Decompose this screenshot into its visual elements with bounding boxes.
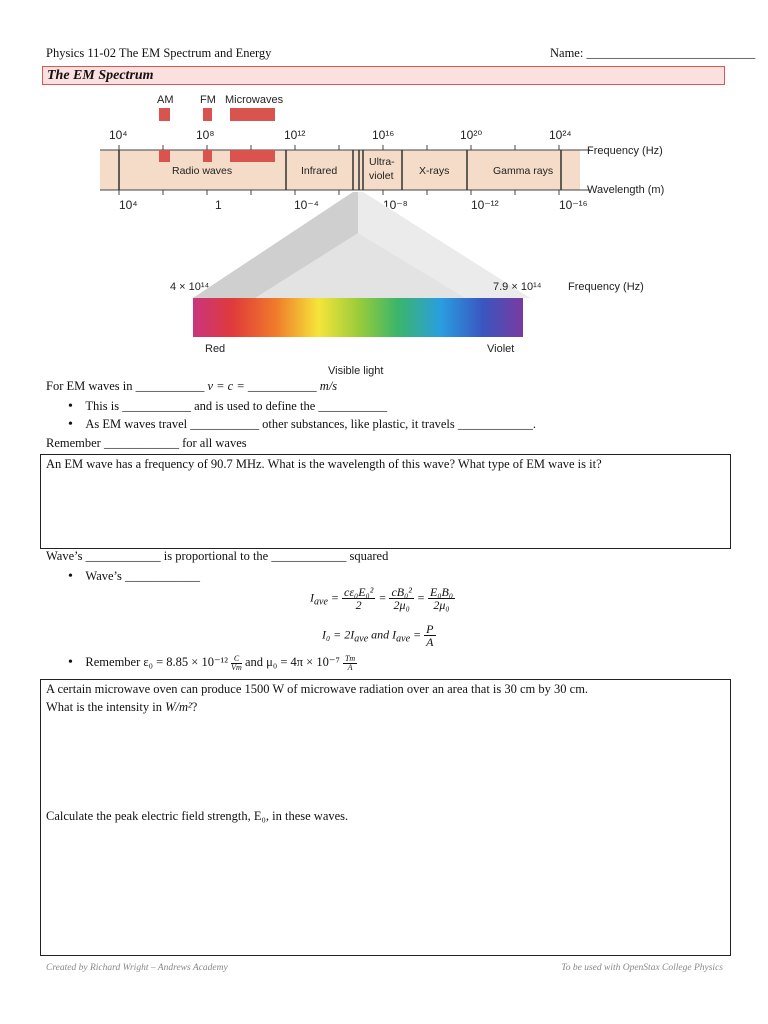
section-title: The EM Spectrum: [47, 68, 154, 83]
freq-tick: 10⁴: [109, 128, 128, 142]
ultraviolet-label-2: violet: [369, 170, 394, 182]
name-field-label: Name: ___________________________: [550, 46, 756, 60]
question-3: Calculate the peak electric field strength, E₀, in these waves.: [46, 809, 349, 823]
wavelength-tick: 10⁻¹⁶: [559, 198, 588, 212]
wavelength-axis-label: Wavelength (m): [587, 184, 665, 196]
freq-tick: 10²⁰: [460, 128, 483, 142]
peak-intensity-equation: $I_0 = 2I_{ave}$ and $I_{ave}$ = $\frac{P}{A}$: [322, 622, 434, 649]
infrared-label: Infrared: [301, 165, 338, 177]
remember-line: Remember ____________ for all waves: [46, 436, 247, 450]
am-label: AM: [157, 94, 174, 106]
constants-bullet: • Remember ε₀ = 8.85 × 10⁻¹² $\frac{C}{Vm}$ and μ₀ = 4π × 10⁻⁷ $\frac{Tm}{A}$: [68, 653, 356, 672]
wavelength-tick: 10⁴: [119, 198, 138, 212]
section-title-bar: [42, 66, 725, 85]
freq-tick: 10¹⁶: [372, 128, 395, 142]
freq-tick: 10¹²: [284, 128, 306, 142]
visible-low-frequency: 4 × 10¹⁴: [170, 281, 210, 293]
em-spectrum-diagram: [95, 88, 670, 378]
em-waves-statement: For EM waves in ___________ v = c = ___________ m/s: [46, 379, 338, 393]
fm-marker: [203, 108, 212, 121]
microwaves-marker: [230, 108, 275, 121]
fm-label: FM: [200, 94, 216, 106]
question-1: An EM wave has a frequency of 90.7 MHz. What is the wavelength of this wave? What type of EM wave is it?: [46, 457, 602, 471]
worksheet-title: Physics 11-02 The EM Spectrum and Energy: [46, 46, 272, 60]
microwaves-label: Microwaves: [225, 94, 284, 106]
footer-source: To be used with OpenStax College Physics: [561, 963, 723, 973]
visible-light-caption: Visible light: [328, 365, 384, 377]
ultraviolet-label-1: Ultra-: [369, 156, 395, 168]
violet-label: Violet: [487, 343, 515, 355]
gamma-rays-label: Gamma rays: [493, 165, 554, 177]
freq-tick: 10⁸: [196, 128, 215, 142]
proportional-line: Wave’s ____________ is proportional to the ____________ squared: [46, 549, 389, 563]
bullet-item: • As EM waves travel ___________ other substances, like plastic, it travels ____________.: [68, 417, 537, 432]
visible-high-frequency: 7.9 × 10¹⁴: [493, 281, 542, 293]
answer-box-2[interactable]: [40, 679, 731, 956]
red-label: Red: [205, 343, 226, 355]
visible-spectrum-gradient: [193, 298, 523, 337]
wavelength-tick: 1: [215, 198, 222, 212]
wavelength-tick: 10⁻⁴: [294, 198, 319, 212]
frequency-axis-label: Frequency (Hz): [587, 145, 663, 157]
bullet-item: • Wave’s ____________: [68, 569, 201, 584]
answer-box-1[interactable]: [40, 454, 731, 549]
x-rays-label: X-rays: [419, 165, 450, 177]
intensity-equation: $I_{ave}$ = $\frac{\text{cε₀E₀²}}{2}$ = $\frac{\text{cB₀²}}{\text{2μ₀}}$ = $\frac{\text{E₀B₀}}{\text{2μ₀}}$: [310, 585, 453, 612]
wavelength-tick: 10⁻⁸: [383, 198, 408, 212]
radio-waves-label: Radio waves: [172, 165, 233, 177]
wavelength-tick: 10⁻¹²: [471, 198, 499, 212]
footer-credit: Created by Richard Wright – Andrews Academy: [46, 963, 228, 973]
am-marker: [159, 108, 170, 121]
freq-tick: 10²⁴: [549, 128, 572, 142]
visible-frequency-label: Frequency (Hz): [568, 281, 644, 293]
question-2: A certain microwave oven can produce 1500 W of microwave radiation over an area that is 30 cm by 30 cm.: [46, 682, 589, 696]
question-2-unit-line: What is the intensity in W/m²?: [46, 700, 198, 714]
bullet-item: • This is ___________ and is used to define the ___________: [68, 399, 388, 414]
